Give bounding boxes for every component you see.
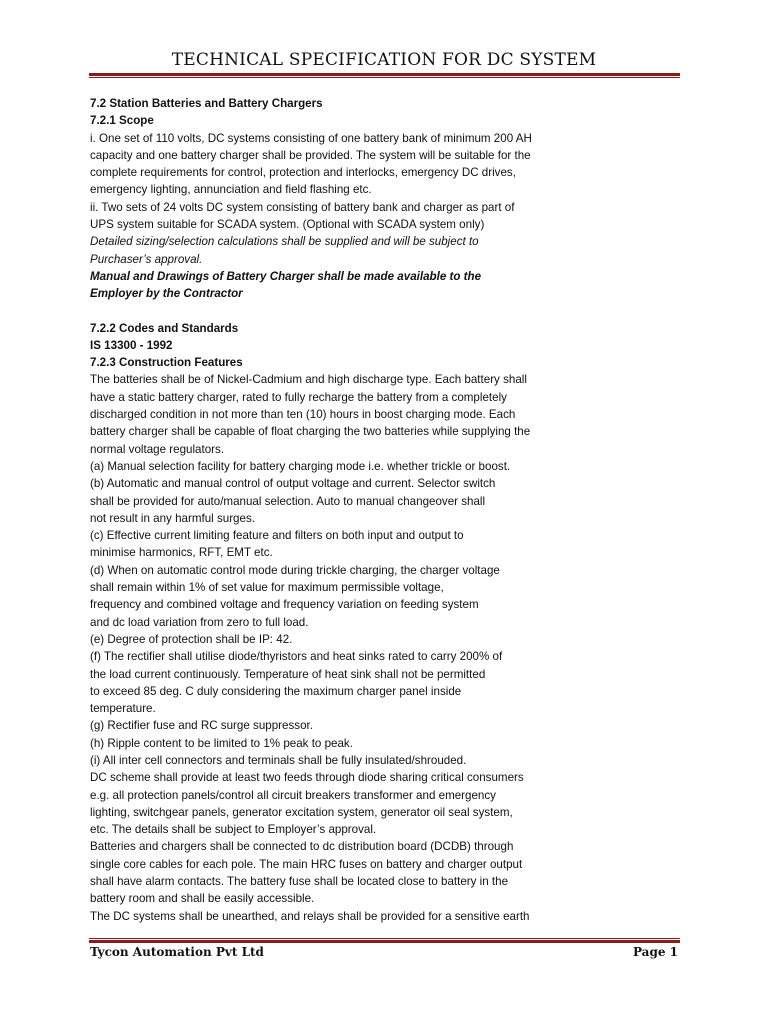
- text-line: frequency and combined voltage and frequency variation on feeding system: [90, 598, 479, 612]
- text-line: lighting, switchgear panels, generator excitation system, generator oil seal system,: [90, 805, 513, 819]
- text-line: shall remain within 1% of set value for maximum permissible voltage,: [90, 581, 444, 595]
- text-line: emergency lighting, annunciation and field flashing etc.: [90, 183, 372, 197]
- text-line: (b) Automatic and manual control of output voltage and current. Selector switch: [90, 477, 496, 491]
- manual-note: [90, 268, 690, 303]
- construction-heading: 7.2.3 Construction Features: [90, 356, 243, 370]
- text-line: normal voltage regulators.: [90, 442, 225, 456]
- page-header-title: TECHNICAL SPECIFICATION FOR DC SYSTEM: [171, 50, 597, 70]
- text-line: etc. The details shall be subject to Employer’s approval.: [90, 823, 377, 837]
- footer-page-number: Page 1: [632, 945, 678, 959]
- text-line: have a static battery charger, rated to fully recharge the battery from a completely: [90, 390, 507, 404]
- text-line: temperature.: [90, 702, 156, 716]
- text-line: UPS system suitable for SCADA system. (Optional with SCADA system only): [90, 218, 485, 232]
- text-line: The batteries shall be of Nickel-Cadmium and high discharge type. Each battery shall: [90, 373, 527, 387]
- text-line: to exceed 85 deg. C duly considering the maximum charger panel inside: [90, 684, 462, 698]
- text-line: (d) When on automatic control mode during trickle charging, the charger voltage: [90, 563, 500, 577]
- text-line: the load current continuously. Temperature of heat sink shall not be permitted: [90, 667, 486, 681]
- text-line: battery room and shall be easily accessible.: [90, 892, 315, 906]
- text-line: (h) Ripple content to be limited to 1% peak to peak.: [90, 736, 353, 750]
- text-line: Batteries and chargers shall be connected to dc distribution board (DCDB) through: [90, 840, 514, 854]
- header-rule: [89, 73, 680, 78]
- text-line: complete requirements for control, protection and interlocks, emergency DC drives,: [90, 166, 516, 180]
- text-line: The DC systems shall be unearthed, and relays shall be provided for a sensitive earth: [90, 909, 530, 923]
- text-line: discharged condition in not more than ten (10) hours in boost charging mode. Each: [90, 408, 516, 422]
- text-line: (e) Degree of protection shall be IP: 42.: [90, 632, 293, 646]
- text-line: shall be provided for auto/manual selection. Auto to manual changeover shall: [90, 494, 486, 508]
- codes-standard: IS 13300 - 1992: [90, 338, 173, 352]
- text-line: shall have alarm contacts. The battery fuse shall be located close to battery in the: [90, 875, 509, 889]
- text-line: (g) Rectifier fuse and RC surge suppressor.: [90, 719, 313, 733]
- scope-paragraph: [90, 130, 690, 234]
- footer-company: Tycon Automation Pvt Ltd: [90, 945, 264, 959]
- text-line: (i) All inter cell connectors and terminals shall be fully insulated/shrouded.: [90, 753, 467, 767]
- construction-paragraph: [90, 371, 690, 925]
- section-title: 7.2 Station Batteries and Battery Chargers: [90, 97, 323, 110]
- text-line: ii. Two sets of 24 volts DC system consisting of battery bank and charger as part of: [90, 200, 515, 214]
- footer-rule: [89, 938, 680, 943]
- text-line: battery charger shall be capable of float charging the two batteries while supplying the: [90, 425, 531, 439]
- text-line: (f) The rectifier shall utilise diode/thyristors and heat sinks rated to carry 200% of: [90, 650, 503, 664]
- text-line: minimise harmonics, RFT, EMT etc.: [90, 546, 273, 560]
- text-line: DC scheme shall provide at least two feeds through diode sharing critical consumers: [90, 771, 524, 785]
- text-line: not result in any harmful surges.: [90, 511, 255, 525]
- text-line: single core cables for each pole. The main HRC fuses on battery and charger output: [90, 857, 523, 871]
- text-line: and dc load variation from zero to full load.: [90, 615, 309, 629]
- text-line: e.g. all protection panels/control all circuit breakers transformer and emergency: [90, 788, 496, 802]
- italic-line: Detailed sizing/selection calculations shall be supplied and will be subject to: [90, 235, 479, 249]
- codes-heading: 7.2.2 Codes and Standards: [90, 321, 239, 335]
- text-line: capacity and one battery charger shall be provided. The system will be suitable for the: [90, 148, 531, 162]
- document-body: [90, 95, 690, 925]
- approval-note: [90, 233, 690, 268]
- bold-italic-line: Employer by the Contractor: [90, 287, 243, 301]
- italic-line: Purchaser’s approval.: [90, 252, 203, 266]
- bold-italic-line: Manual and Drawings of Battery Charger shall be made available to the: [90, 269, 482, 283]
- text-line: (a) Manual selection facility for battery charging mode i.e. whether trickle or boost.: [90, 459, 511, 473]
- text-line: i. One set of 110 volts, DC systems consisting of one battery bank of minimum 200 AH: [90, 131, 532, 145]
- scope-heading: 7.2.1 Scope: [90, 114, 154, 128]
- spacer: [90, 303, 690, 320]
- text-line: (c) Effective current limiting feature and filters on both input and output to: [90, 529, 464, 543]
